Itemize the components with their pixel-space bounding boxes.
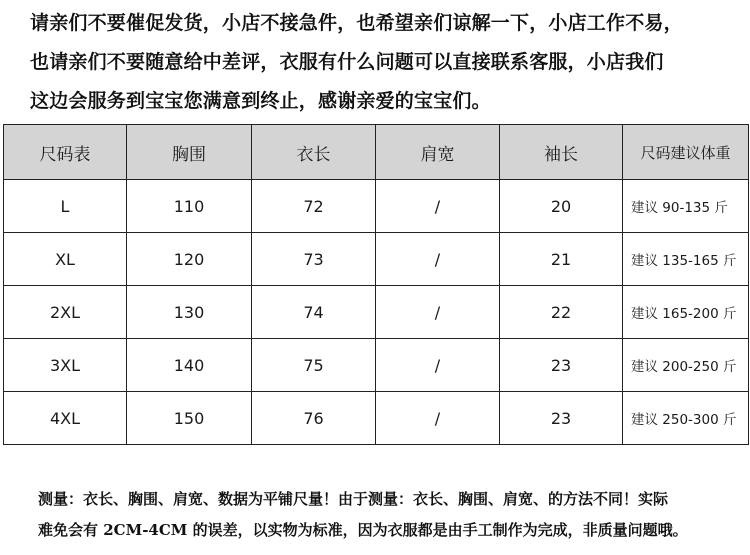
cell-size: 2XL xyxy=(4,286,127,339)
cell-length: 76 xyxy=(252,392,376,445)
cell-sleeve: 21 xyxy=(500,233,623,286)
notice-line-1: 请亲们不要催促发货，小店不接急件，也希望亲们谅解一下，小店工作不易， xyxy=(30,12,683,34)
notice-line-2: 也请亲们不要随意给中差评，衣服有什么问题可以直接联系客服，小店我们 xyxy=(30,51,664,73)
cell-size: L xyxy=(4,180,127,233)
cell-length: 74 xyxy=(252,286,376,339)
measurement-note-line-2: 难免会有 2CM-4CM 的误差，以实物为标准，因为衣服都是由手工制作为完成，非质量问题哦。 xyxy=(38,521,688,539)
cell-chest: 140 xyxy=(127,339,252,392)
cell-chest: 130 xyxy=(127,286,252,339)
shop-notice xyxy=(30,4,730,121)
cell-size: XL xyxy=(4,233,127,286)
table-row xyxy=(4,392,749,445)
cell-size: 4XL xyxy=(4,392,127,445)
cell-chest: 150 xyxy=(127,392,252,445)
cell-shoulder: / xyxy=(376,180,500,233)
header-sleeve: 袖长 xyxy=(500,125,623,180)
cell-chest: 110 xyxy=(127,180,252,233)
header-length: 衣长 xyxy=(252,125,376,180)
cell-size: 3XL xyxy=(4,339,127,392)
table-row xyxy=(4,180,749,233)
cell-sleeve: 22 xyxy=(500,286,623,339)
cell-sleeve: 20 xyxy=(500,180,623,233)
cell-shoulder: / xyxy=(376,339,500,392)
notice-line-3: 这边会服务到宝宝您满意到终止，感谢亲爱的宝宝们。 xyxy=(30,90,491,112)
header-chest: 胸围 xyxy=(127,125,252,180)
header-size: 尺码表 xyxy=(4,125,127,180)
cell-shoulder: / xyxy=(376,286,500,339)
cell-chest: 120 xyxy=(127,233,252,286)
cell-length: 73 xyxy=(252,233,376,286)
cell-recommended-weight: 建议 250-300 斤 xyxy=(623,392,749,445)
table-row xyxy=(4,286,749,339)
header-recommended-weight: 尺码建议体重 xyxy=(623,125,749,180)
cell-recommended-weight: 建议 200-250 斤 xyxy=(623,339,749,392)
measurement-note-line-1: 测量：衣长、胸围、肩宽、数据为平铺尺量！由于测量：衣长、胸围、肩宽、的方法不同！实际 xyxy=(38,490,669,508)
cell-shoulder: / xyxy=(376,392,500,445)
cell-shoulder: / xyxy=(376,233,500,286)
cell-recommended-weight: 建议 165-200 斤 xyxy=(623,286,749,339)
cell-recommended-weight: 建议 135-165 斤 xyxy=(623,233,749,286)
cell-length: 72 xyxy=(252,180,376,233)
cell-length: 75 xyxy=(252,339,376,392)
measurement-note xyxy=(38,484,743,546)
cell-sleeve: 23 xyxy=(500,339,623,392)
header-shoulder: 肩宽 xyxy=(376,125,500,180)
table-row xyxy=(4,233,749,286)
table-row xyxy=(4,339,749,392)
cell-sleeve: 23 xyxy=(500,392,623,445)
cell-recommended-weight: 建议 90-135 斤 xyxy=(623,180,749,233)
table-header-row xyxy=(4,125,749,180)
size-chart-table xyxy=(3,124,749,445)
